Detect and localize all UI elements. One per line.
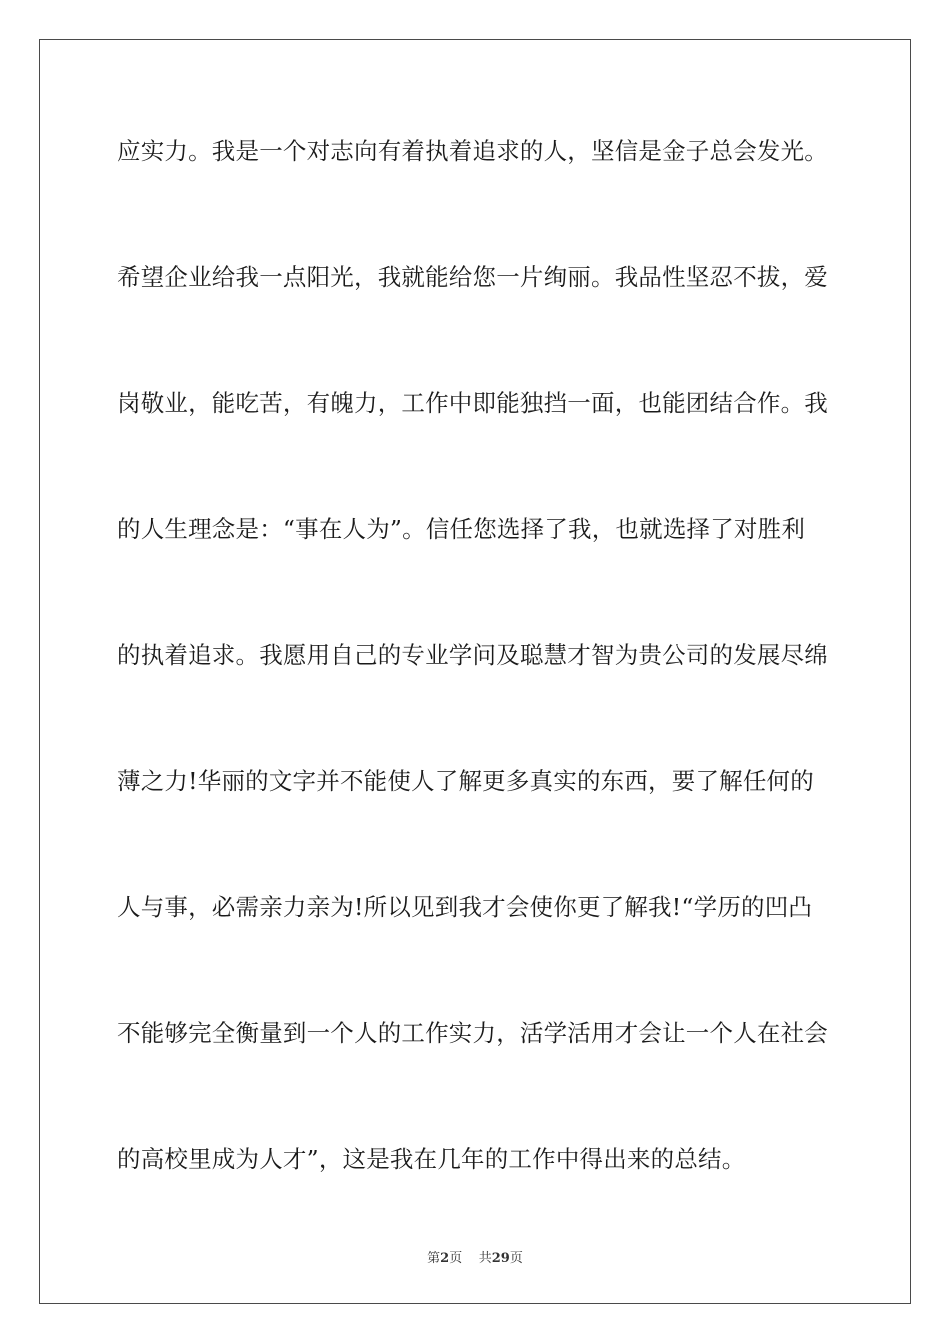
document-body: [117, 125, 835, 1259]
text-line: 希望企业给我一点阳光，我就能给您一片绚丽。我品性坚忍不拔，爱: [117, 263, 828, 291]
total-suffix: 页: [509, 1251, 523, 1266]
page-suffix: 页: [449, 1251, 463, 1266]
text-line: 人与事，必需亲力亲为!所以见到我才会使你更了解我!“学历的凹凸: [117, 893, 813, 921]
text-line: 的人生理念是：“事在人为”。信任您选择了我，也就选择了对胜利: [117, 515, 806, 543]
text-line: 岗敬业，能吃苦，有魄力，工作中即能独挡一面，也能团结合作。我: [117, 389, 828, 417]
text-line: 的高校里成为人才”，这是我在几年的工作中得出来的总结。: [117, 1145, 746, 1173]
page-prefix: 第: [427, 1251, 441, 1266]
total-pages: 29: [491, 1251, 510, 1266]
text-line: 的执着追求。我愿用自己的专业学问及聪慧才智为贵公司的发展尽绵: [117, 641, 828, 669]
text-line: 不能够完全衡量到一个人的工作实力，活学活用才会让一个人在社会: [117, 1019, 828, 1047]
page-number: 2: [440, 1251, 450, 1266]
total-prefix: 共: [478, 1251, 492, 1266]
text-line: 薄之力!华丽的文字并不能使人了解更多真实的东西，要了解任何的: [117, 767, 814, 795]
page-footer: [0, 1247, 950, 1266]
text-line: 应实力。我是一个对志向有着执着追求的人，坚信是金子总会发光。: [117, 137, 828, 165]
